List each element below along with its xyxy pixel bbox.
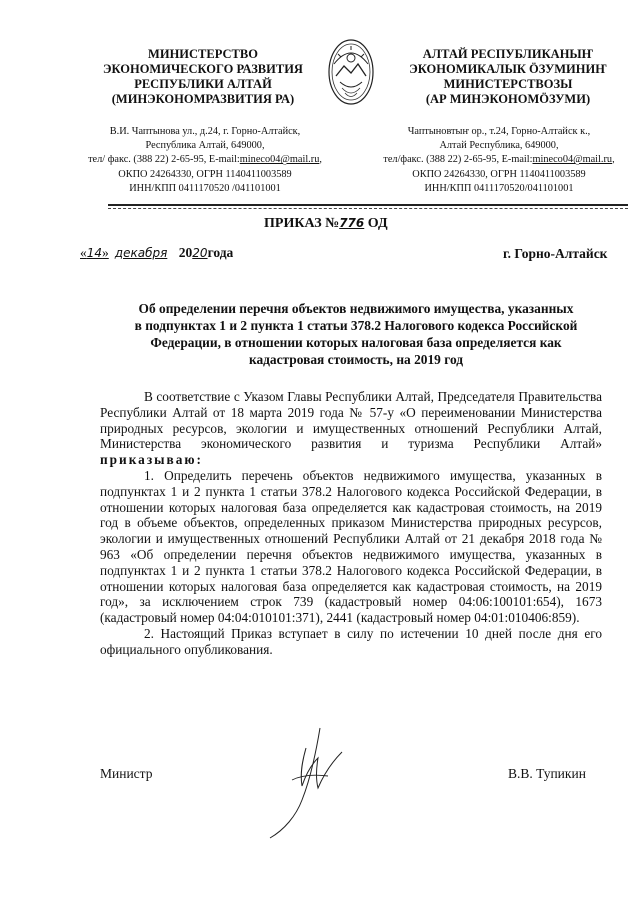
address-left-contacts: тел/ факс. (388 22) 2-65-95, E-mail:mineco04@mail.ru, [88, 154, 322, 166]
address-right-street: Чаптыновтыҥ ор., т.24, Горно-Алтайск к., [407, 126, 591, 137]
city: г. Горно-Алтайск [503, 246, 608, 261]
address-left-region: Республика Алтай, 649000, [145, 140, 265, 152]
preamble: В соответствие с Указом Главы Республики Алтай, Председателя Правительства Республики Алтай от 18 марта 2019 года № 57-у «О переименовании Министерства природных ресурсов, экологии и имущественных отношений Республики Алтай, Министерства экономического развития и туризма Республики Алтай» приказываю: [100, 389, 602, 468]
item-2: 2. Настоящий Приказ вступает в силу по истечении 10 дней после дня его официального опубликования. [100, 625, 602, 657]
header-left [78, 47, 328, 107]
document-title [76, 300, 636, 368]
order-number: ПРИКАЗ №776 ОД [264, 216, 388, 231]
address-left-okpo: ОКПО 24264330, ОГРН 1140411003589 [118, 168, 292, 180]
header-left-line: ЭКОНОМИЧЕСКОГО РАЗВИТИЯ [103, 62, 303, 76]
header-right-line: АЛТАЙ РЕСПУБЛИКАНЫҤ [422, 47, 594, 61]
header-right [382, 47, 634, 107]
date-day: 14 [86, 246, 103, 260]
header-left-line: РЕСПУБЛИКИ АЛТАЙ [134, 77, 272, 91]
title-line: Федерации, в отношении которых налоговая база определяется как [150, 335, 562, 350]
address-left-street: В.И. Чаптынова ул., д.24, г. Горно-Алтайск, [109, 126, 301, 137]
document-body [100, 389, 602, 658]
email-link[interactable]: mineco04@mail.ru [239, 154, 320, 166]
signature-name: В.В. Тупикин [508, 766, 586, 781]
address-right-inn: ИНН/КПП 0411170520/041101001 [424, 182, 574, 194]
title-line: Об определении перечня объектов недвижимого имущества, указанных [138, 301, 574, 316]
address-left [76, 125, 334, 196]
header-left-line: МИНИСТЕРСТВО [148, 47, 258, 61]
item-1: 1. Определить перечень объектов недвижимого имущества, указанных в подпунктах 1 и 2 пункта 1 статьи 378.2 Налогового кодекса Российской Федерации, в отношении которых налоговая база определяется как кадастровая стоимость, на 2019 год в объеме объектов, определенных приказом Министерства природных ресурсов, экологии и имущественных отношений Республики Алтай от 21 декабря 2018 года № 963 «Об определении перечня объектов недвижимого имущества, указанных в подпунктах 1 и 2 пункта 1 статьи 378.2 Налогового кодекса Российской Федерации, в отношении которых налоговая база определяется как кадастровая стоимость, на 2019 год», за исключением строк 739 (кадастровый номер 04:06:100101:654), 1673 (кадастровый номер 04:04:010101:371), 2441 (кадастровый номер 04:01:010406:859). [100, 467, 602, 626]
signature-scribble-icon [262, 722, 348, 842]
order-number-handwritten: 776 [339, 216, 365, 230]
date-year: 20 [192, 246, 208, 260]
date-month: декабря [114, 246, 168, 260]
header-divider [108, 204, 628, 206]
title-line: кадастровая стоимость, на 2019 год [248, 352, 464, 367]
header-divider-dashed [108, 208, 628, 209]
emblem-icon [326, 36, 376, 108]
title-line: в подпунктах 1 и 2 пункта 1 статьи 378.2 Налогового кодекса Российской [134, 318, 578, 333]
address-right-region: Алтай Республика, 649000, [439, 140, 559, 152]
address-left-inn: ИНН/КПП 0411170520 /041101001 [129, 182, 281, 194]
prikazyvayu: приказываю: [100, 452, 203, 468]
signature-position: Министр [100, 766, 153, 781]
address-right-contacts: тел/факс. (388 22) 2-65-95, E-mail:mineco04@mail.ru, [383, 154, 615, 166]
header-right-line: (АР МИНЭКОНОМÖЗУМИ) [425, 92, 591, 106]
header-left-line: (МИНЭКОНОМРАЗВИТИЯ РА) [111, 92, 295, 106]
address-right-okpo: ОКПО 24264330, ОГРН 1140411003589 [412, 168, 586, 180]
email-link[interactable]: mineco04@mail.ru [532, 154, 613, 166]
order-date: «14» декабря 2020года [80, 245, 234, 260]
header-right-line: ЭКОНОМИКАЛЫК ÖЗУМИНИҤ [409, 62, 607, 76]
header-right-line: МИНИСТЕРСТВОЗЫ [443, 77, 573, 91]
address-right [366, 125, 632, 196]
